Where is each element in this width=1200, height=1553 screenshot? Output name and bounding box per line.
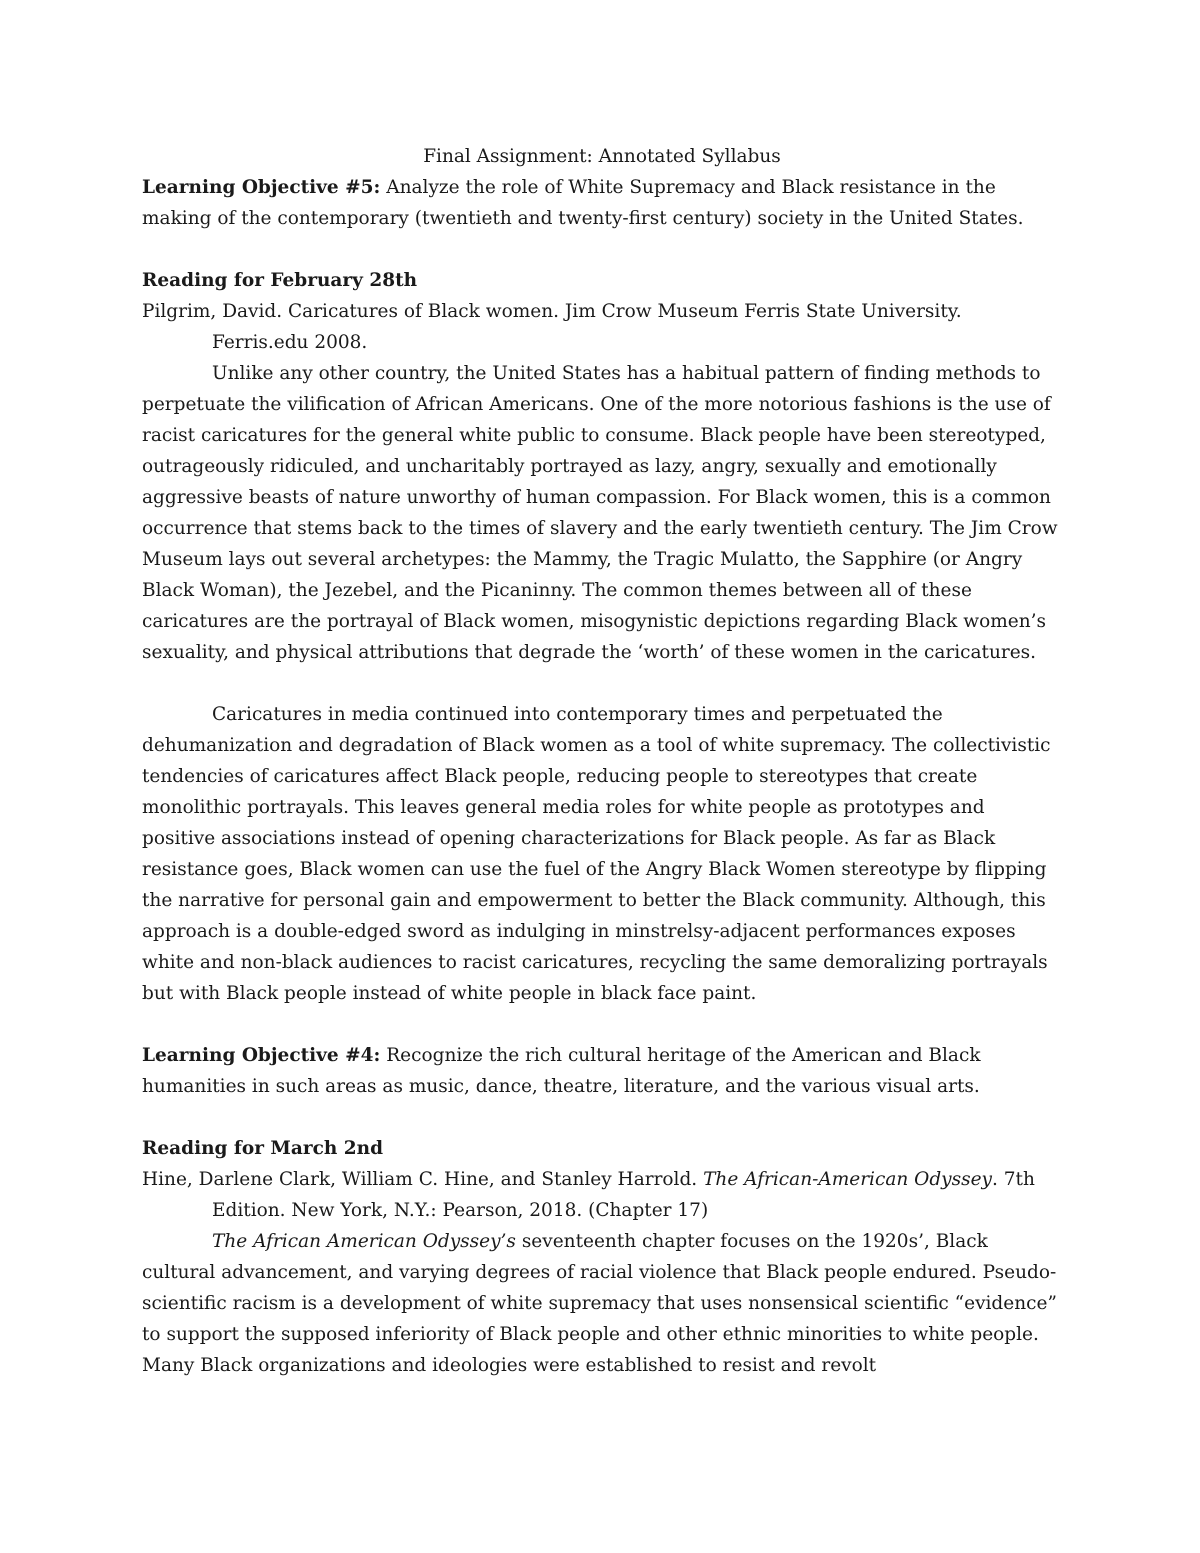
document-page xyxy=(142,141,1062,1381)
objective-label: Learning Objective #4: xyxy=(142,1045,381,1066)
objective-label: Learning Objective #5: xyxy=(142,177,381,198)
spacer xyxy=(142,668,1062,699)
learning-objective-4 xyxy=(142,1040,1062,1102)
spacer xyxy=(142,1009,1062,1040)
citation-authors: Hine, Darlene Clark, William C. Hine, and Stanley Harrold. xyxy=(142,1169,704,1190)
citation-hine xyxy=(142,1164,1062,1226)
annotation-text: seventeenth chapter focuses on the 1920s’, Black cultural advancement, and varying degrees of racial violence that Black people endured. Pseudo-scientific racism is a development of white supremacy that uses nonsensical scientific “evidence” to support the supposed inferiority of Black people and other ethnic minorities to white people. Many Black organizations and ideologies were established to resist and revolt xyxy=(142,1231,1057,1376)
reading-heading-mar-2: Reading for March 2nd xyxy=(142,1138,384,1159)
book-title: The African-American Odyssey xyxy=(703,1169,993,1190)
annotation-paragraph xyxy=(142,1226,1062,1381)
document-title: Final Assignment: Annotated Syllabus xyxy=(423,146,781,167)
learning-objective-5 xyxy=(142,172,1062,234)
spacer xyxy=(142,234,1062,265)
objective-text: Analyze the role of White Supremacy and Black resistance in the making of the contemporary (twentieth and twenty-first century) society in the United States. xyxy=(142,177,1024,229)
annotation-paragraph: Caricatures in media continued into contemporary times and perpetuated the dehumanization and degradation of Black women as a tool of white supremacy. The collectivistic tendencies of caricatures affect Black people, reducing people to stereotypes that create monolithic portrayals. This leaves general media roles for white people as prototypes and positive associations instead of opening characterizations for Black people. As far as Black resistance goes, Black women can use the fuel of the Angry Black Women stereotype by flipping the narrative for personal gain and empowerment to better the Black community. Although, this approach is a double-edged sword as indulging in minstrelsy-adjacent performances exposes white and non-black audiences to racist caricatures, recycling the same demoralizing portrayals but with Black people instead of white people in black face paint. xyxy=(142,704,1051,1004)
spacer xyxy=(142,1102,1062,1133)
citation-pilgrim: Pilgrim, David. Caricatures of Black women. Jim Crow Museum Ferris State University. Ferris.edu 2008. xyxy=(142,301,962,353)
book-title: The African American Odyssey’s xyxy=(212,1231,516,1252)
annotation-paragraph: Unlike any other country, the United States has a habitual pattern of finding methods to perpetuate the vilification of African Americans. One of the more notorious fashions is the use of racist caricatures for the general white public to consume. Black people have been stereotyped, outrageously ridiculed, and uncharitably portrayed as lazy, angry, sexually and emotionally aggressive beasts of nature unworthy of human compassion. For Black women, this is a common occurrence that stems back to the times of slavery and the early twentieth century. The Jim Crow Museum lays out several archetypes: the Mammy, the Tragic Mulatto, the Sapphire (or Angry Black Woman), the Jezebel, and the Picaninny. The common themes between all of these caricatures are the portrayal of Black women, misogynistic depictions regarding Black women’s sexuality, and physical attributions that degrade the ‘worth’ of these women in the caricatures. xyxy=(142,363,1058,663)
reading-heading-feb-28: Reading for February 28th xyxy=(142,270,418,291)
objective-text: Recognize the rich cultural heritage of the American and Black humanities in such areas as music, dance, theatre, literature, and the various visual arts. xyxy=(142,1045,981,1097)
citation-details: . 7th Edition. New York, N.Y.: Pearson, 2018. (Chapter 17) xyxy=(212,1169,1035,1221)
